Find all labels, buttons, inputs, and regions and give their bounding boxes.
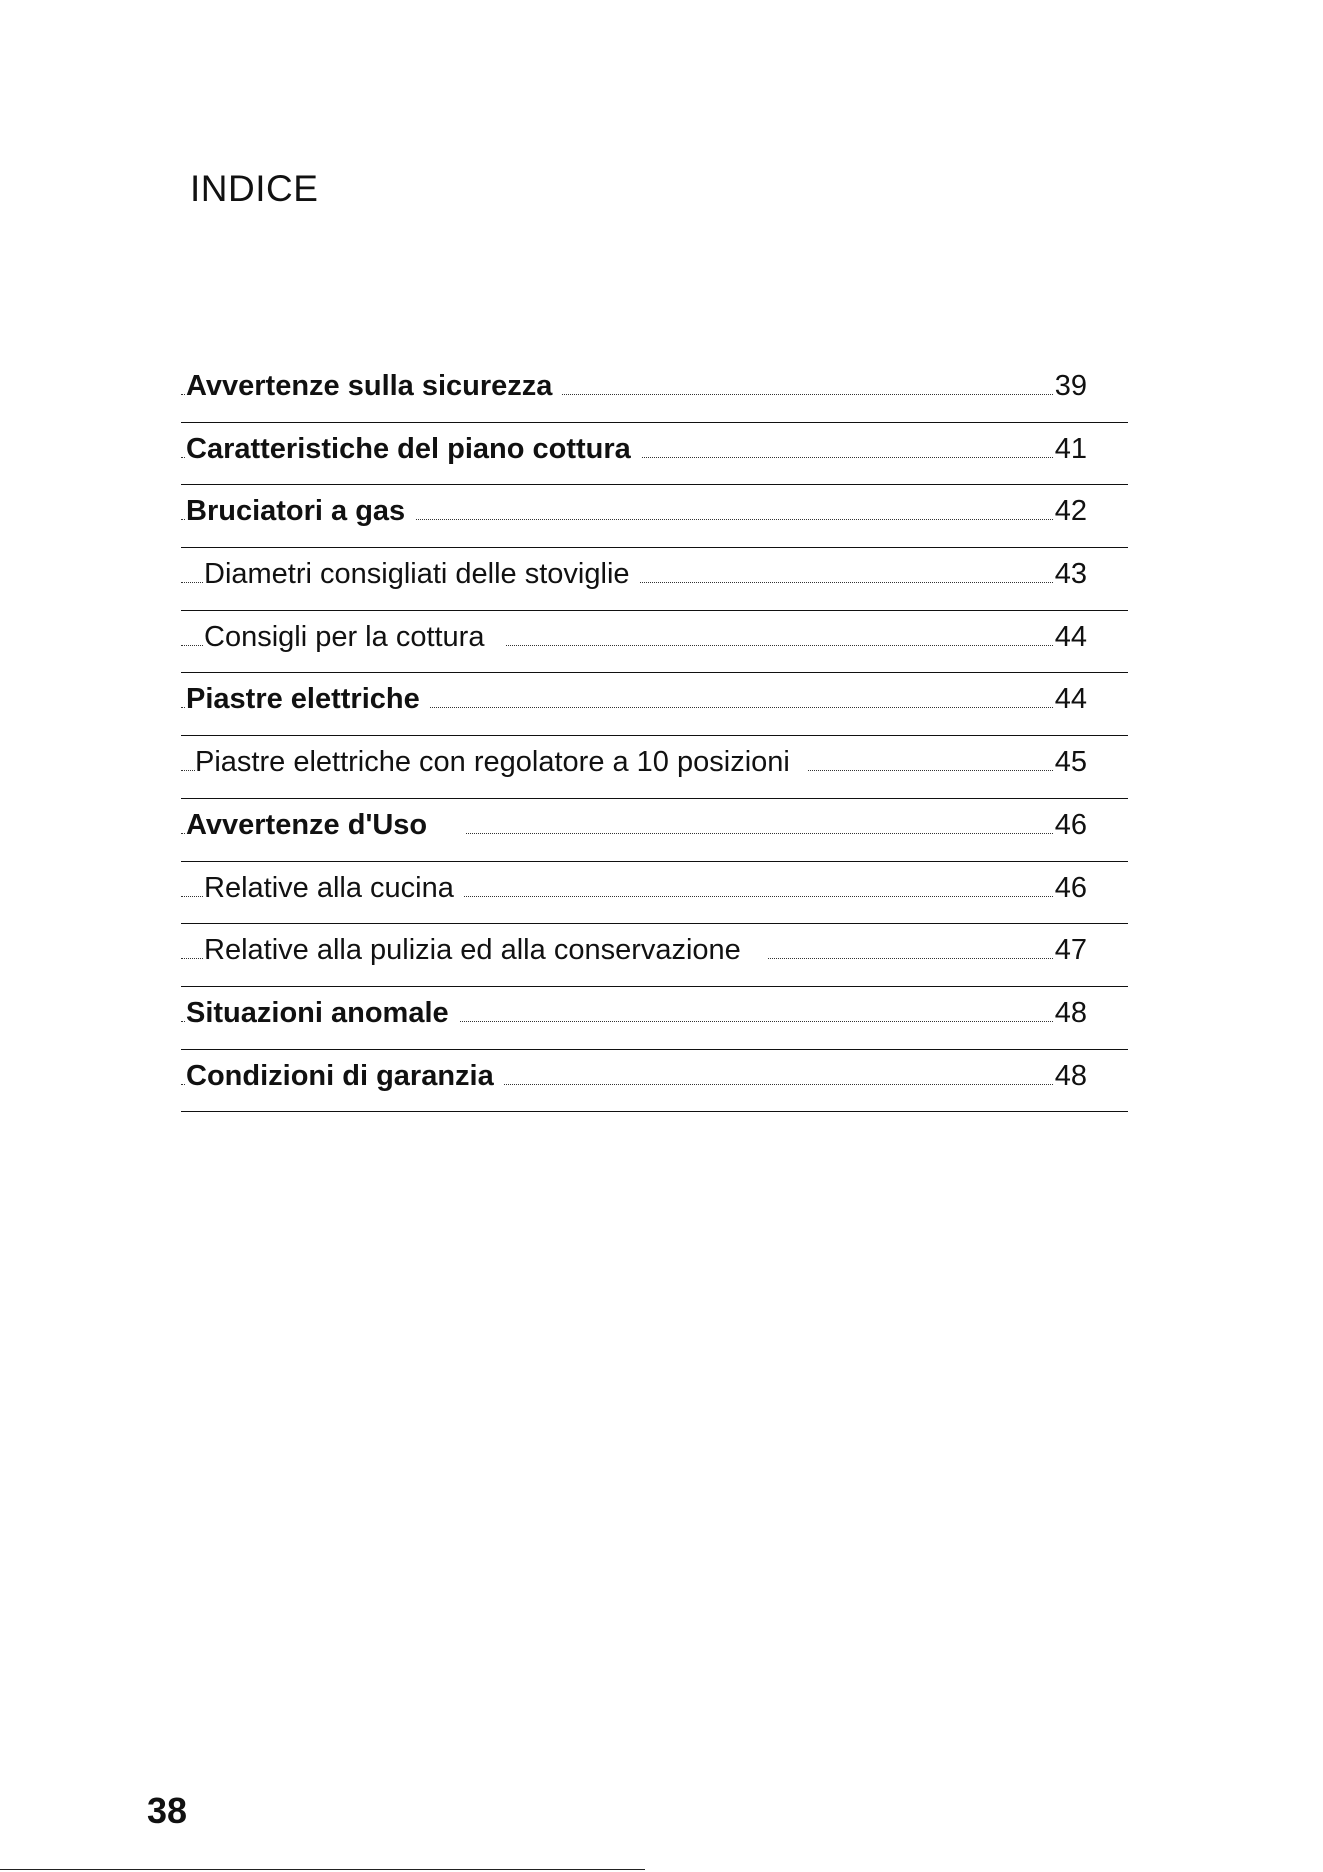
toc-entry-label: Diametri consigliati delle stoviglie (204, 558, 640, 591)
toc-entry-label: Caratteristiche del piano cottura (186, 433, 641, 466)
toc-subentry[interactable] (181, 611, 1128, 674)
toc-entry-page: 44 (1054, 683, 1087, 716)
toc-entry-label: Situazioni anomale (186, 997, 459, 1030)
toc-entry-page: 48 (1054, 996, 1087, 1029)
toc-entry[interactable] (181, 673, 1128, 736)
footer-rule (0, 1869, 645, 1870)
toc-entry-label: Piastre elettriche (186, 683, 430, 716)
toc-entry-page: 44 (1054, 620, 1087, 653)
toc-entry[interactable] (181, 987, 1128, 1050)
page-number: 38 (147, 1790, 188, 1831)
toc-entry-page: 42 (1054, 495, 1087, 528)
toc-entry-label: Avvertenze sulla sicurezza (186, 370, 562, 403)
toc-entry-label: Condizioni di garanzia (186, 1060, 504, 1093)
toc-entry-label: Relative alla cucina (204, 872, 464, 905)
toc-entry-label: Piastre elettriche con regolatore a 10 posizioni (195, 746, 808, 779)
toc-entry[interactable] (181, 799, 1128, 862)
toc-entry-page: 48 (1054, 1059, 1087, 1092)
toc-entry-page: 45 (1054, 746, 1087, 779)
toc-entry-page: 43 (1054, 558, 1087, 591)
row-divider (181, 1111, 1128, 1112)
toc-subentry[interactable] (181, 736, 1128, 799)
toc-entry-label: Bruciatori a gas (186, 495, 415, 528)
page-title: INDICE (190, 168, 319, 209)
toc-entry-page: 39 (1054, 370, 1087, 402)
toc-entry-page: 47 (1054, 934, 1087, 967)
toc-entry[interactable] (181, 360, 1128, 423)
toc-entry-label: Relative alla pulizia ed alla conservazione (204, 934, 767, 967)
toc-subentry[interactable] (181, 862, 1128, 925)
toc-entry-label: Consigli per la cottura (204, 621, 506, 654)
toc-entry[interactable] (181, 485, 1128, 548)
toc-subentry[interactable] (181, 924, 1128, 987)
toc-subentry[interactable] (181, 548, 1128, 611)
toc-entry-page: 46 (1054, 808, 1087, 841)
toc-entry-page: 46 (1054, 871, 1087, 904)
toc-entry[interactable] (181, 1050, 1128, 1113)
toc-entry-label: Avvertenze d'Uso (186, 809, 465, 842)
toc-entry-page: 41 (1054, 432, 1087, 465)
table-of-contents (181, 360, 1128, 1112)
toc-entry[interactable] (181, 423, 1128, 486)
